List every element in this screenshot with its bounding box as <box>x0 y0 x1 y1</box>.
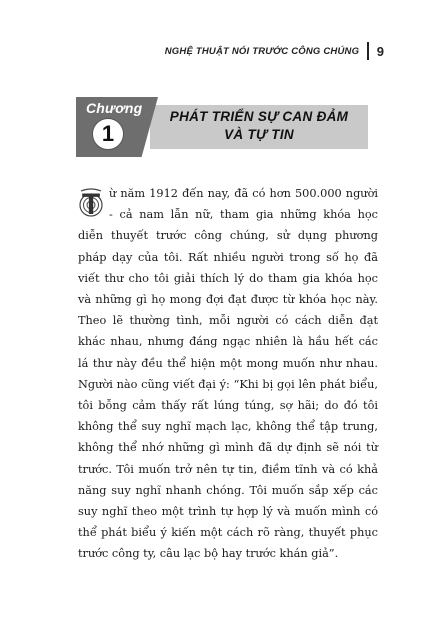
chapter-title-line-2: VÀ TỰ TIN <box>224 127 294 142</box>
body-text <box>78 183 378 565</box>
header-divider <box>367 42 369 60</box>
body-paragraph: ừ năm 1912 đến nay, đã có hơn 500.000 người - cả nam lẫn nữ, tham gia những khóa học diễn thuyết trước công chúng, sử dụng phương pháp dạy của tôi. Rất nhiều người trong số họ đã viết thư cho tôi giải thích lý do tham gia khóa học và những gì họ mong đợi đạt được từ khóa học này. Theo lẽ thường tình, mỗi người có cách diễn đạt khác nhau, nhưng đáng ngạc nhiên là hầu hết các lá thư này đều thể hiện một mong muốn như nhau. Người nào cũng viết đại ý: “Khi bị gọi lên phát biểu, tôi bỗng cảm thấy rất lúng túng, sợ hãi; do đó tôi không thể suy nghĩ mạch lạc, không thể tập trung, không thể nhớ những gì mình đã dự định sẽ nói từ trước. Tôi muốn trở nên tự tin, điềm tĩnh và có khả năng suy nghĩ nhanh chóng. Tôi muốn sắp xếp các suy nghĩ theo một trình tự hợp lý và muốn mình có thể phát biểu ý kiến một cách rõ ràng, thuyết phục trước công ty, câu lạc bộ hay trước khán giả”. <box>78 187 378 561</box>
chapter-number: 1 <box>92 118 124 150</box>
chapter-title-line-1: PHÁT TRIỂN SỰ CAN ĐẢM <box>169 109 349 124</box>
running-header <box>165 42 384 60</box>
drop-cap-letter: T <box>81 188 101 221</box>
chapter-label: Chương <box>86 100 143 116</box>
running-title: NGHỆ THUẬT NÓI TRƯỚC CÔNG CHÚNG <box>164 45 360 57</box>
chapter-title <box>150 108 368 144</box>
page-number: 9 <box>376 43 384 59</box>
chapter-banner <box>70 97 370 157</box>
drop-cap <box>77 185 105 223</box>
